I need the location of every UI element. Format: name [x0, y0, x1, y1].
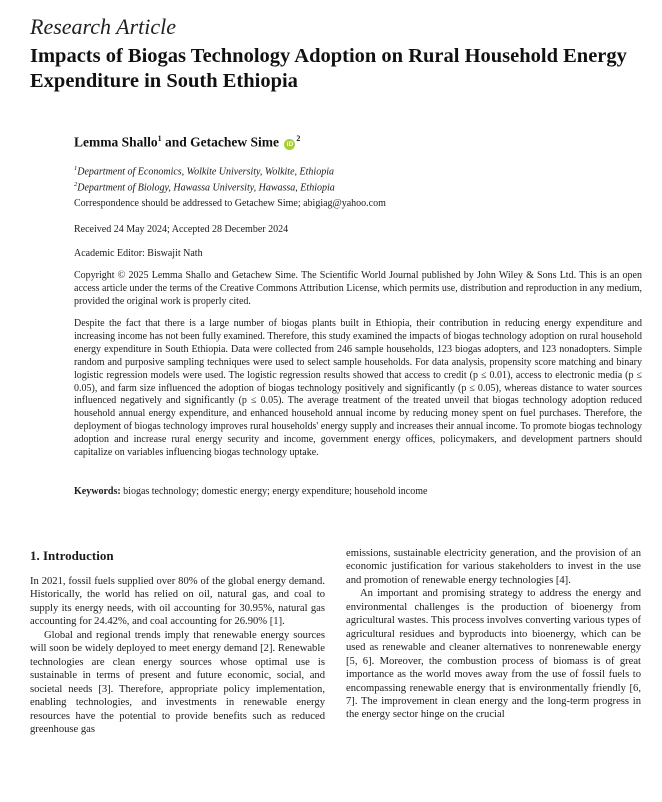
orcid-icon[interactable]: iD	[284, 139, 295, 150]
affiliations	[74, 162, 335, 195]
abstract: Despite the fact that there is a large number of biogas plants built in Ethiopia, their contribution in reducing energy expenditure and increasing income has not been fully examined. Therefore, this study examined the impacts of biogas technology adoption on rural household energy expenditure in South Ethiopia. Data were collected from 246 sample households, 123 biogas adopters, and 123 nonadopters. Simple random and purposive sampling techniques were used to select sample households. For data analysis, propensity score matching and binary logistic regression models were used. The logistic regression results showed that access to credit (p ≤ 0.01), access to electronic media (p ≤ 0.05), and farm size influenced the adoption of biogas technology positively and significantly (p ≤ 0.05), whereas distance to water sources influenced negatively and significantly (p ≤ 0.05). The average treatment of the treated unveil that biogas technology adoption reduced household annual energy expenditure, and enhanced household annual income by reducing money spent on fuel purchases. Therefore, the deployment of biogas technology improves rural households' energy supply and increases their annual income. To promote biogas technology adoption and increase rural energy security and income, government energy offices, policymakers, and development partners should capitalize on variables influencing biogas technology uptake.	[74, 318, 642, 459]
copyright-notice: Copyright © 2025 Lemma Shallo and Getachew Sime. The Scientific World Journal published by John Wiley & Sons Ltd. This is an open access article under the terms of the Creative Commons Attribution License, which permits use, distribution and reproduction in any medium, provided the original work is properly cited.	[74, 270, 642, 307]
left-column	[30, 575, 325, 736]
paragraph: emissions, sustainable electricity generation, and the provision of an economic justification for various stakeholders to invest in the use and promotion of renewable energy technologies [4].	[346, 548, 641, 586]
affiliation-marker: 2	[296, 134, 301, 143]
affiliation-text: Department of Biology, Hawassa University, Hawassa, Ethiopia	[77, 182, 335, 194]
keywords-label: Keywords:	[74, 486, 121, 497]
author-name[interactable]: Getachew Sime	[190, 134, 280, 150]
correspondence: Correspondence should be addressed to Getachew Sime; abigiag@yahoo.com	[74, 198, 386, 209]
affiliation-marker: 1	[74, 165, 78, 172]
author-connector: and	[165, 134, 187, 150]
affiliation	[74, 162, 335, 178]
affiliation	[74, 178, 335, 194]
affiliation-text: Department of Economics, Wolkite University, Wolkite, Ethiopia	[77, 166, 334, 178]
academic-editor: Academic Editor: Biswajit Nath	[74, 248, 203, 259]
keywords	[74, 486, 427, 497]
paragraph: In 2021, fossil fuels supplied over 80% of the global energy demand. Historically, the world has relied on oil, natural gas, and coal to supply its energy needs, with oil accounting for 30.95%, natural gas accounting for 24.42%, and coal accounting for 26.90% [1].	[30, 576, 325, 628]
affiliation-marker: 1	[157, 134, 162, 143]
paragraph: An important and promising strategy to address the energy and environmental challenges is the production of bioenergy from agricultural wastes. This process involves converting various types of agricultural residues and byproducts into bioenergy, which can be used as renewable and cleaner alternatives to nonrenewable energy [5, 6]. Moreover, the combustion process of biomass is of great importance as the world moves away from the use of fossil fuels to encompassing renewable energy that is environmentally friendly [6, 7]. The improvement in clean energy and the long-term progress in the energy sector hinge on the crucial	[346, 588, 641, 721]
right-column	[346, 547, 641, 722]
author-name[interactable]: Lemma Shallo	[74, 134, 158, 150]
article-title: Impacts of Biogas Technology Adoption on Rural Household Energy Expenditure in South Ethiopia	[30, 45, 627, 92]
keywords-list: biogas technology; domestic energy; energy expenditure; household income	[123, 486, 428, 497]
affiliation-marker: 2	[74, 181, 78, 189]
paragraph: Global and regional trends imply that renewable energy sources will soon be widely deployed to meet energy demand [2]. Renewable technologies are clean energy sources whose optimal use is sustainable in terms of present and future economic, social, and societal needs [3]. Therefore, appropriate policy implementation, enabling technologies, and investments in renewable energy resources have the potential to provide benefits such as reduced greenhouse gas	[30, 629, 325, 735]
section-heading: 1. Introduction	[30, 548, 114, 563]
article-type: Research Article	[30, 14, 177, 39]
received-accepted-dates: Received 24 May 2024; Accepted 28 December 2024	[74, 224, 289, 235]
author-list	[74, 134, 300, 151]
